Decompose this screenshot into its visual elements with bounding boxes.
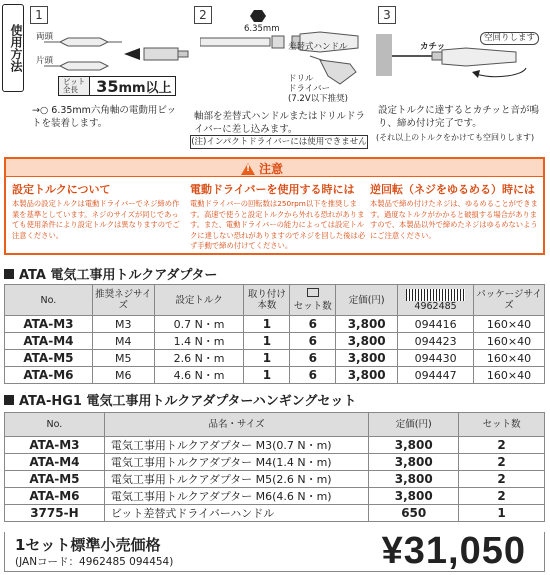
cell-no: ATA-M4 — [5, 333, 93, 350]
cell-torque: 1.4 N・m — [154, 333, 244, 350]
cell-sets: 6 — [290, 316, 336, 333]
cell-name: 電気工事用トルクアダプター M6(4.6 N・m) — [104, 488, 368, 505]
section-1-heading — [4, 264, 217, 283]
cell-screw: M6 — [92, 367, 154, 384]
cell-sets: 2 — [459, 488, 545, 505]
cell-pkg: 160×40 — [474, 350, 545, 367]
cell-jan: 094416 — [398, 316, 474, 333]
table-header-row — [5, 285, 545, 316]
driver-label-3: (7.2V以下推奨) — [288, 94, 348, 104]
total-price-box — [4, 532, 545, 572]
cell-pkg: 160×40 — [474, 316, 545, 333]
cell-sets: 6 — [290, 350, 336, 367]
step-1-number: 1 — [30, 6, 48, 24]
set-table — [4, 412, 545, 522]
col-header-text: 4962485 — [414, 300, 457, 312]
cell-qty: 1 — [244, 333, 290, 350]
cell-no: ATA-M3 — [5, 316, 93, 333]
cell-screw: M5 — [92, 350, 154, 367]
table-row — [5, 367, 545, 384]
col-header: No. — [5, 413, 105, 437]
cell-screw: M3 — [92, 316, 154, 333]
warning-column — [12, 181, 184, 241]
total-label: 1セット標準小売価格 — [15, 536, 161, 554]
cell-price: 650 — [369, 505, 459, 522]
cell-price: 3,800 — [369, 488, 459, 505]
jan-code: (JANコード：4962485 094454) — [15, 556, 174, 568]
bit-length-unit: mm以上 — [118, 80, 172, 96]
cell-qty: 1 — [244, 350, 290, 367]
cell-no: ATA-M4 — [5, 454, 105, 471]
cell-qty: 1 — [244, 367, 290, 384]
step-2-description: 軸部を差替式ハンドルまたはドリルドライバーに差し込みます。 — [194, 111, 366, 135]
warning-text: 本製品で締め付けたネジは、ゆるめることができます。過度なトルクがかかると破損する場合がありますので、本製品以外で締めたネジはゆるめないようにご注意ください。 — [370, 199, 538, 240]
cell-price: 3,800 — [369, 471, 459, 488]
cell-price: 3,800 — [369, 437, 459, 454]
impact-driver-note: (注)インパクトドライバーには使用できません — [191, 137, 367, 147]
click-label: カチッ — [420, 42, 446, 52]
warning-text: 電動ドライバーの回転数は250rpm以下を推奨します。高速で使うと設定トルクから外れる恐れがあります。また、電動ドライバーの能力によっては設定トルクに達しない恐れがありますのでネジを回した後は必ず手動で締め付けてください。 — [190, 199, 366, 250]
cell-torque: 0.7 N・m — [154, 316, 244, 333]
cell-sets: 2 — [459, 454, 545, 471]
col-header: No. — [5, 285, 93, 316]
cell-screw: M4 — [92, 333, 154, 350]
warning-icon — [241, 163, 255, 175]
idle-label: 空回りします — [480, 32, 539, 45]
cell-pkg: 160×40 — [474, 333, 545, 350]
section-2-title: ATA-HG1 電気工事用トルクアダプターハンギングセット — [19, 394, 357, 409]
cell-jan: 094430 — [398, 350, 474, 367]
col-header: 取り付け本数 — [244, 285, 290, 316]
cell-no: ATA-M5 — [5, 350, 93, 367]
table-row — [5, 437, 545, 454]
single-end-label: 片頭 — [36, 56, 54, 66]
bit-illustration — [30, 28, 190, 73]
cell-jan: 094423 — [398, 333, 474, 350]
cell-no: ATA-M5 — [5, 471, 105, 488]
col-header — [290, 285, 336, 316]
table-row — [5, 350, 545, 367]
cell-name: 電気工事用トルクアダプター M3(0.7 N・m) — [104, 437, 368, 454]
step-3-number: 3 — [378, 6, 396, 24]
section-2-heading — [4, 390, 356, 409]
col-header: セット数 — [459, 413, 545, 437]
cell-price: 3,800 — [369, 454, 459, 471]
bit-length-box — [58, 76, 176, 96]
cell-name: 電気工事用トルクアダプター M4(1.4 N・m) — [104, 454, 368, 471]
step-3-description: 設定トルクに達するとカチッと音が鳴り、締め付け完了です。 — [378, 105, 540, 129]
table-row — [5, 333, 545, 350]
product-table — [4, 284, 545, 384]
col-header: 定価(円) — [369, 413, 459, 437]
cell-torque: 2.6 N・m — [154, 350, 244, 367]
cell-name: ビット差替式ドライバーハンドル — [104, 505, 368, 522]
cell-pkg: 160×40 — [474, 367, 545, 384]
warning-heading: 設定トルクについて — [12, 183, 111, 196]
table-row — [5, 316, 545, 333]
driver-label-1: ドリル — [288, 74, 314, 84]
table-row — [5, 471, 545, 488]
col-header: 品名・サイズ — [104, 413, 368, 437]
col-header-text: セット数 — [293, 301, 332, 312]
col-header: パッケージサイズ — [474, 285, 545, 316]
cell-sets: 2 — [459, 437, 545, 454]
cell-price: 3,800 — [336, 350, 398, 367]
bit-length-label-2: 全長 — [63, 85, 78, 94]
warning-column — [370, 181, 542, 241]
cell-no: ATA-M3 — [5, 437, 105, 454]
bit-length-label-1: ビット — [63, 77, 86, 86]
cell-qty: 1 — [244, 316, 290, 333]
cell-sets: 6 — [290, 367, 336, 384]
cell-name: 電気工事用トルクアダプター M5(2.6 N・m) — [104, 471, 368, 488]
warning-box — [4, 157, 545, 255]
bit-length-value: 35 — [96, 76, 119, 96]
warning-header — [6, 159, 543, 177]
col-header: 推奨ネジサイズ — [92, 285, 154, 316]
col-header — [398, 285, 474, 316]
total-price: ¥31,050 — [381, 530, 526, 572]
driver-label-2: ドライバー — [288, 84, 331, 94]
cell-sets: 1 — [459, 505, 545, 522]
cell-no: ATA-M6 — [5, 367, 93, 384]
cell-no: ATA-M6 — [5, 488, 105, 505]
table-row — [5, 488, 545, 505]
cell-no: 3775-H — [5, 505, 105, 522]
step-3-note: (それ以上のトルクをかけても空回りします) — [376, 133, 535, 142]
set-box-icon — [307, 288, 319, 297]
double-end-label: 両頭 — [36, 32, 54, 42]
table-row — [5, 454, 545, 471]
hex-size-label: 6.35mm — [244, 24, 280, 34]
cell-price: 3,800 — [336, 316, 398, 333]
table-row — [5, 505, 545, 522]
warning-heading: 逆回転（ネジをゆるめる）時には — [370, 183, 535, 196]
warning-column — [190, 181, 366, 252]
cell-torque: 4.6 N・m — [154, 367, 244, 384]
cell-jan: 094447 — [398, 367, 474, 384]
cell-sets: 6 — [290, 333, 336, 350]
cell-price: 3,800 — [336, 367, 398, 384]
section-1-title: ATA 電気工事用トルクアダプター — [19, 268, 218, 283]
step-1-description: →○ 6.35mm六角軸の電動用ビットを装着します。 — [32, 105, 177, 129]
cell-price: 3,800 — [336, 333, 398, 350]
square-bullet-icon — [4, 269, 14, 279]
warning-title: 注意 — [259, 162, 284, 176]
cell-sets: 2 — [459, 471, 545, 488]
usage-title: 使用方法 — [2, 4, 24, 92]
handle-label: 差替式ハンドル — [288, 42, 348, 52]
table-header-row — [5, 413, 545, 437]
col-header: 設定トルク — [154, 285, 244, 316]
barcode-icon — [406, 289, 465, 301]
col-header: 定価(円) — [336, 285, 398, 316]
warning-heading: 電動ドライバーを使用する時には — [190, 183, 355, 196]
warning-text: 本製品の設定トルクは電動ドライバーでネジ締め作業を基準としています。ネジのサイズが同じであっても使用条件により設定トルクは異なりますのでご注意ください。 — [12, 199, 180, 240]
step-2-number: 2 — [194, 6, 212, 24]
square-bullet-icon — [4, 395, 14, 405]
